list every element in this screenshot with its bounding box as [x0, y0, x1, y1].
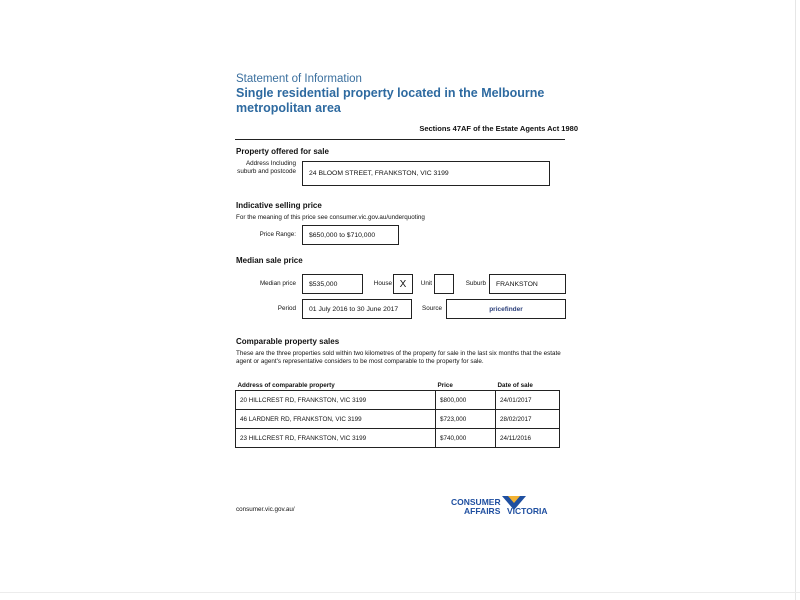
cell-date: 24/11/2016	[496, 429, 560, 448]
unit-checkbox	[434, 274, 454, 294]
table-row	[236, 391, 560, 410]
period-field	[302, 299, 412, 319]
cell-address: 23 HILLCREST RD, FRANKSTON, VIC 3199	[236, 429, 436, 448]
logo-victoria-text: VICTORIA	[507, 506, 548, 516]
house-checkbox	[393, 274, 413, 294]
statement-title: Statement of Information	[236, 73, 362, 85]
cell-address: 20 HILLCREST RD, FRANKSTON, VIC 3199	[236, 391, 436, 410]
comparable-description: These are the three properties sold within two kilometres of the property for sale in the last six months that the estate agent or agent's representative considers to be most comparable to the property for sale.	[236, 350, 561, 365]
footer-website: consumer.vic.gov.au/	[236, 506, 295, 513]
address-value: 24 BLOOM STREET, FRANKSTON, VIC 3199	[309, 170, 449, 177]
source-label: Source	[422, 305, 442, 312]
price-range-label: Price Range:	[259, 231, 296, 238]
consumer-affairs-logo	[451, 496, 571, 518]
cell-price: $740,000	[436, 429, 496, 448]
address-label: Address Including suburb and postcode	[237, 160, 296, 175]
house-mark: X	[399, 278, 407, 290]
underquoting-note: For the meaning of this price see consumer.vic.gov.au/underquoting	[236, 214, 425, 221]
period-value: 01 July 2016 to 30 June 2017	[309, 305, 399, 313]
page-edge	[795, 0, 796, 600]
page-edge-bottom	[0, 592, 800, 593]
median-price-label: Median price	[259, 280, 296, 287]
comparable-table	[235, 381, 560, 448]
cell-date: 28/02/2017	[496, 410, 560, 429]
cell-price: $800,000	[436, 391, 496, 410]
table-row	[236, 429, 560, 448]
suburb-value: FRANKSTON	[496, 280, 538, 288]
unit-label: Unit	[420, 280, 432, 287]
source-field	[446, 299, 566, 319]
median-price-value: $535,000	[309, 280, 338, 288]
indicative-price-heading: Indicative selling price	[236, 201, 322, 210]
pricefinder-logo: pricefinder	[489, 305, 523, 313]
main-title: Single residential property located in the Melbourne metropolitan area	[236, 86, 545, 115]
column-header-price: Price	[436, 381, 496, 391]
suburb-field	[489, 274, 566, 294]
cell-address: 46 LARDNER RD, FRANKSTON, VIC 3199	[236, 410, 436, 429]
price-range-value: $650,000 to $710,000	[309, 231, 376, 239]
address-field	[302, 161, 550, 186]
header-rule	[235, 139, 565, 140]
column-header-date: Date of sale	[496, 381, 560, 391]
house-label: House	[373, 280, 392, 287]
table-header-row	[236, 381, 560, 391]
property-offered-heading: Property offered for sale	[236, 147, 329, 156]
median-heading: Median sale price	[236, 256, 303, 265]
table-row	[236, 410, 560, 429]
logo-affairs-text: AFFAIRS	[464, 506, 501, 516]
suburb-label: Suburb	[465, 280, 486, 287]
cell-date: 24/01/2017	[496, 391, 560, 410]
logo-consumer-text: CONSUMER	[451, 497, 501, 507]
price-range-field	[302, 225, 399, 245]
median-price-field	[302, 274, 363, 294]
column-header-address: Address of comparable property	[236, 381, 436, 391]
cell-price: $723,000	[436, 410, 496, 429]
period-label: Period	[277, 305, 296, 312]
sections-reference: Sections 47AF of the Estate Agents Act 1980	[419, 124, 578, 133]
comparable-heading: Comparable property sales	[236, 337, 340, 346]
